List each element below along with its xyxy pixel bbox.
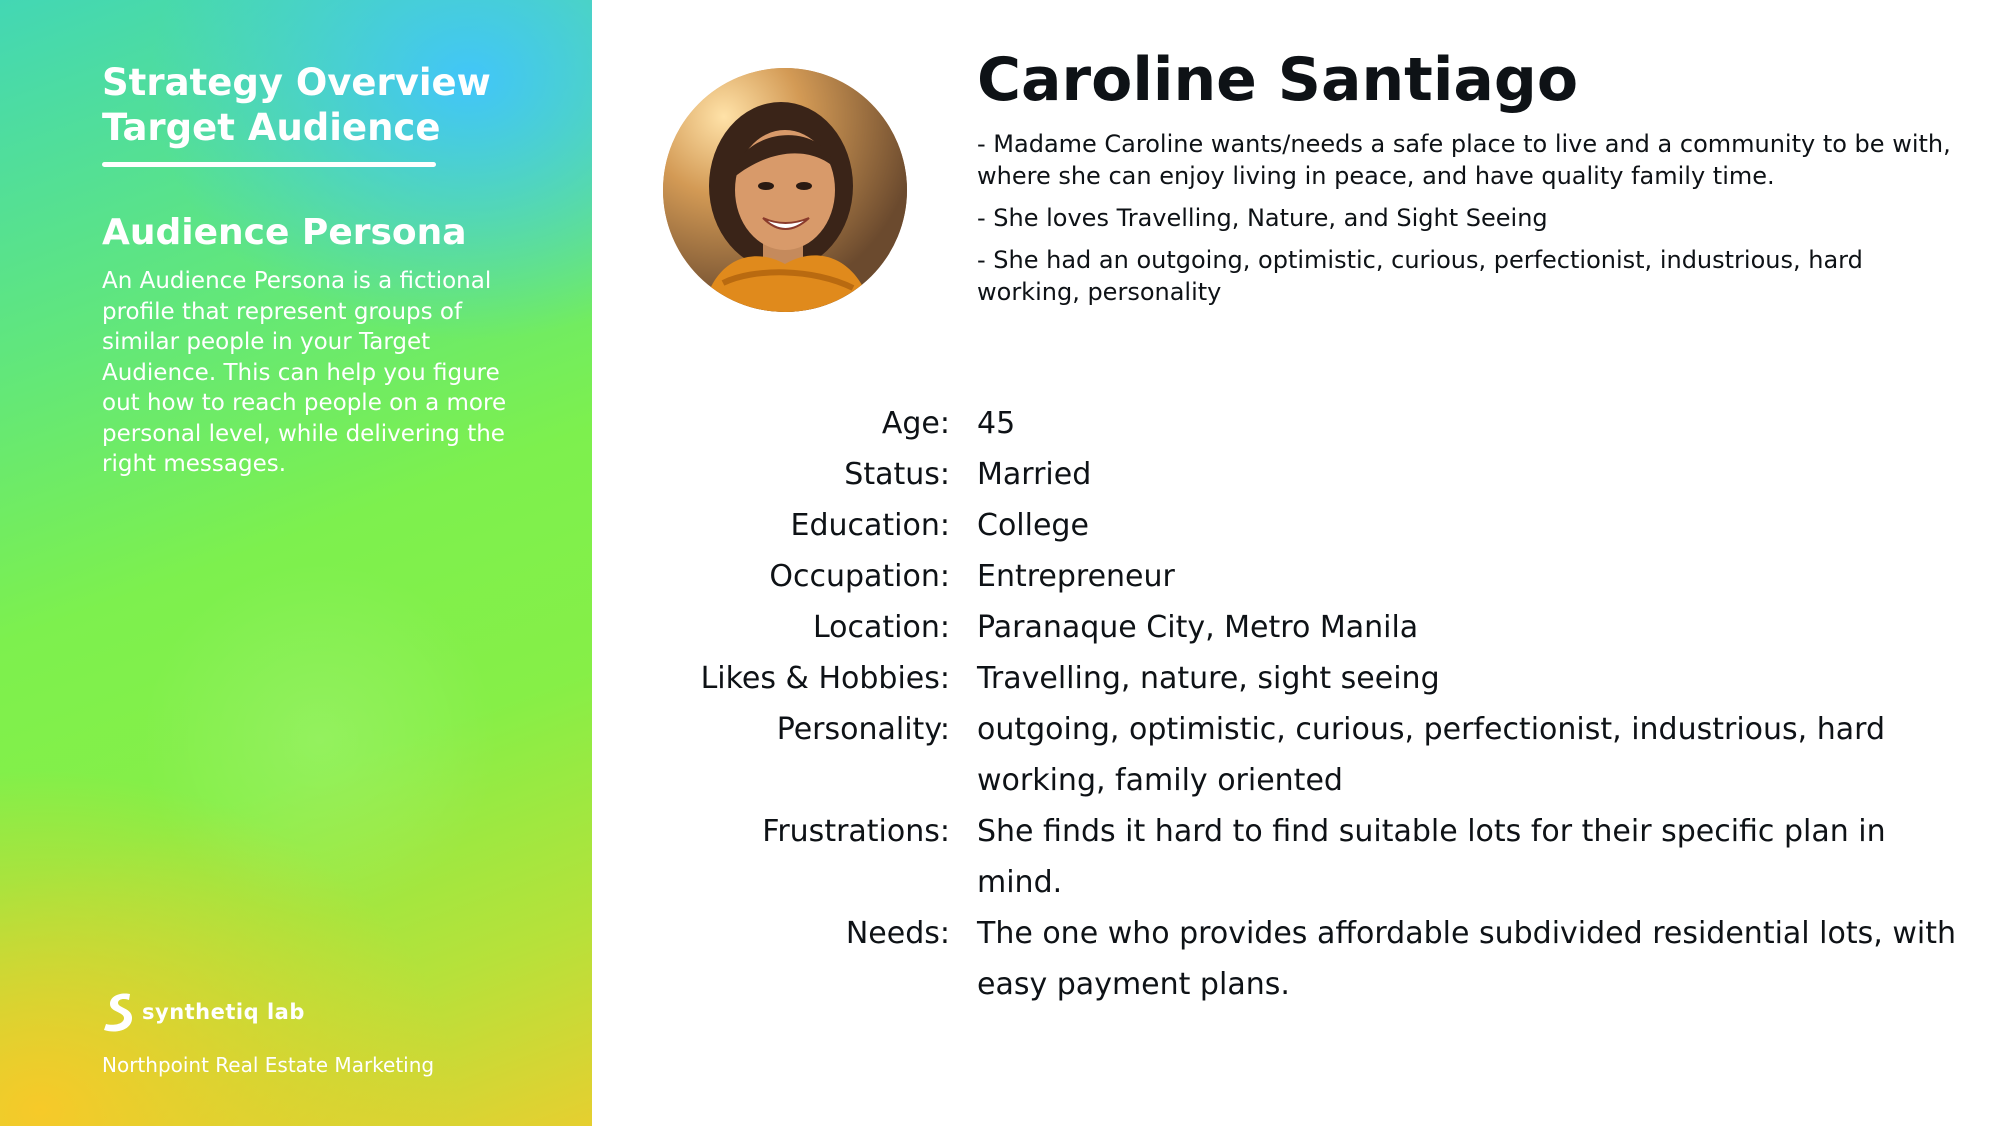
summary-bullet: - She had an outgoing, optimistic, curious, perfectionist, industrious, hard working, personality: [977, 246, 1863, 306]
brand-name: synthetiq lab: [142, 1000, 305, 1024]
attribute-row-education: [0, 500, 2000, 551]
attribute-label: Frustrations:: [762, 814, 950, 849]
attribute-label: Education:: [790, 508, 950, 543]
attribute-row-needs: [0, 908, 2000, 1010]
attribute-label: Likes & Hobbies:: [700, 661, 950, 696]
attribute-row-frustrations: [0, 806, 2000, 908]
attribute-value: outgoing, optimistic, curious, perfectionist, industrious, hard working, family oriented: [977, 712, 1885, 798]
attribute-row-status: [0, 449, 2000, 500]
attribute-label: Location:: [813, 610, 950, 645]
attribute-value: Entrepreneur: [977, 559, 1175, 594]
attribute-value: Married: [977, 457, 1092, 492]
attribute-label: Personality:: [776, 712, 950, 747]
section-description: An Audience Persona is a fictional profile that represent groups of similar people in your Target Audience. This can help you figure out how to reach people on a more personal level, while delivering the right messages.: [102, 268, 507, 477]
persona-attributes: [0, 398, 2000, 1010]
summary-bullet: - She loves Travelling, Nature, and Sight Seeing: [977, 204, 1548, 232]
persona-avatar: [663, 68, 907, 312]
attribute-label: Needs:: [845, 916, 950, 951]
attribute-label: Occupation:: [769, 559, 950, 594]
attribute-value: College: [977, 508, 1089, 543]
attribute-label: Age:: [881, 406, 950, 441]
title-divider: [102, 162, 436, 167]
persona-name: Caroline Santiago: [977, 45, 1579, 115]
attribute-value: The one who provides affordable subdivided residential lots, with easy payment plans.: [977, 916, 1956, 1002]
attribute-row-occupation: [0, 551, 2000, 602]
attribute-label: Status:: [844, 457, 950, 492]
strategy-subtitle: Target Audience: [102, 106, 441, 149]
persona-portrait: [663, 68, 907, 312]
strategy-title: Strategy Overview: [102, 61, 491, 104]
attribute-row-hobbies: [0, 653, 2000, 704]
summary-bullet: - Madame Caroline wants/needs a safe place to live and a community to be with, where she can enjoy living in peace, and have quality family time.: [977, 130, 1951, 190]
attribute-value: Travelling, nature, sight seeing: [977, 661, 1440, 696]
attribute-row-location: [0, 602, 2000, 653]
persona-summary: [977, 128, 1957, 318]
attribute-value: 45: [977, 406, 1016, 441]
attribute-value: She finds it hard to find suitable lots for their specific plan in mind.: [977, 814, 1886, 900]
attribute-value: Paranaque City, Metro Manila: [977, 610, 1419, 645]
section-heading: Audience Persona: [102, 212, 467, 253]
attribute-row-personality: [0, 704, 2000, 806]
company-footer: Northpoint Real Estate Marketing: [102, 1053, 435, 1077]
attribute-row-age: [0, 398, 2000, 449]
